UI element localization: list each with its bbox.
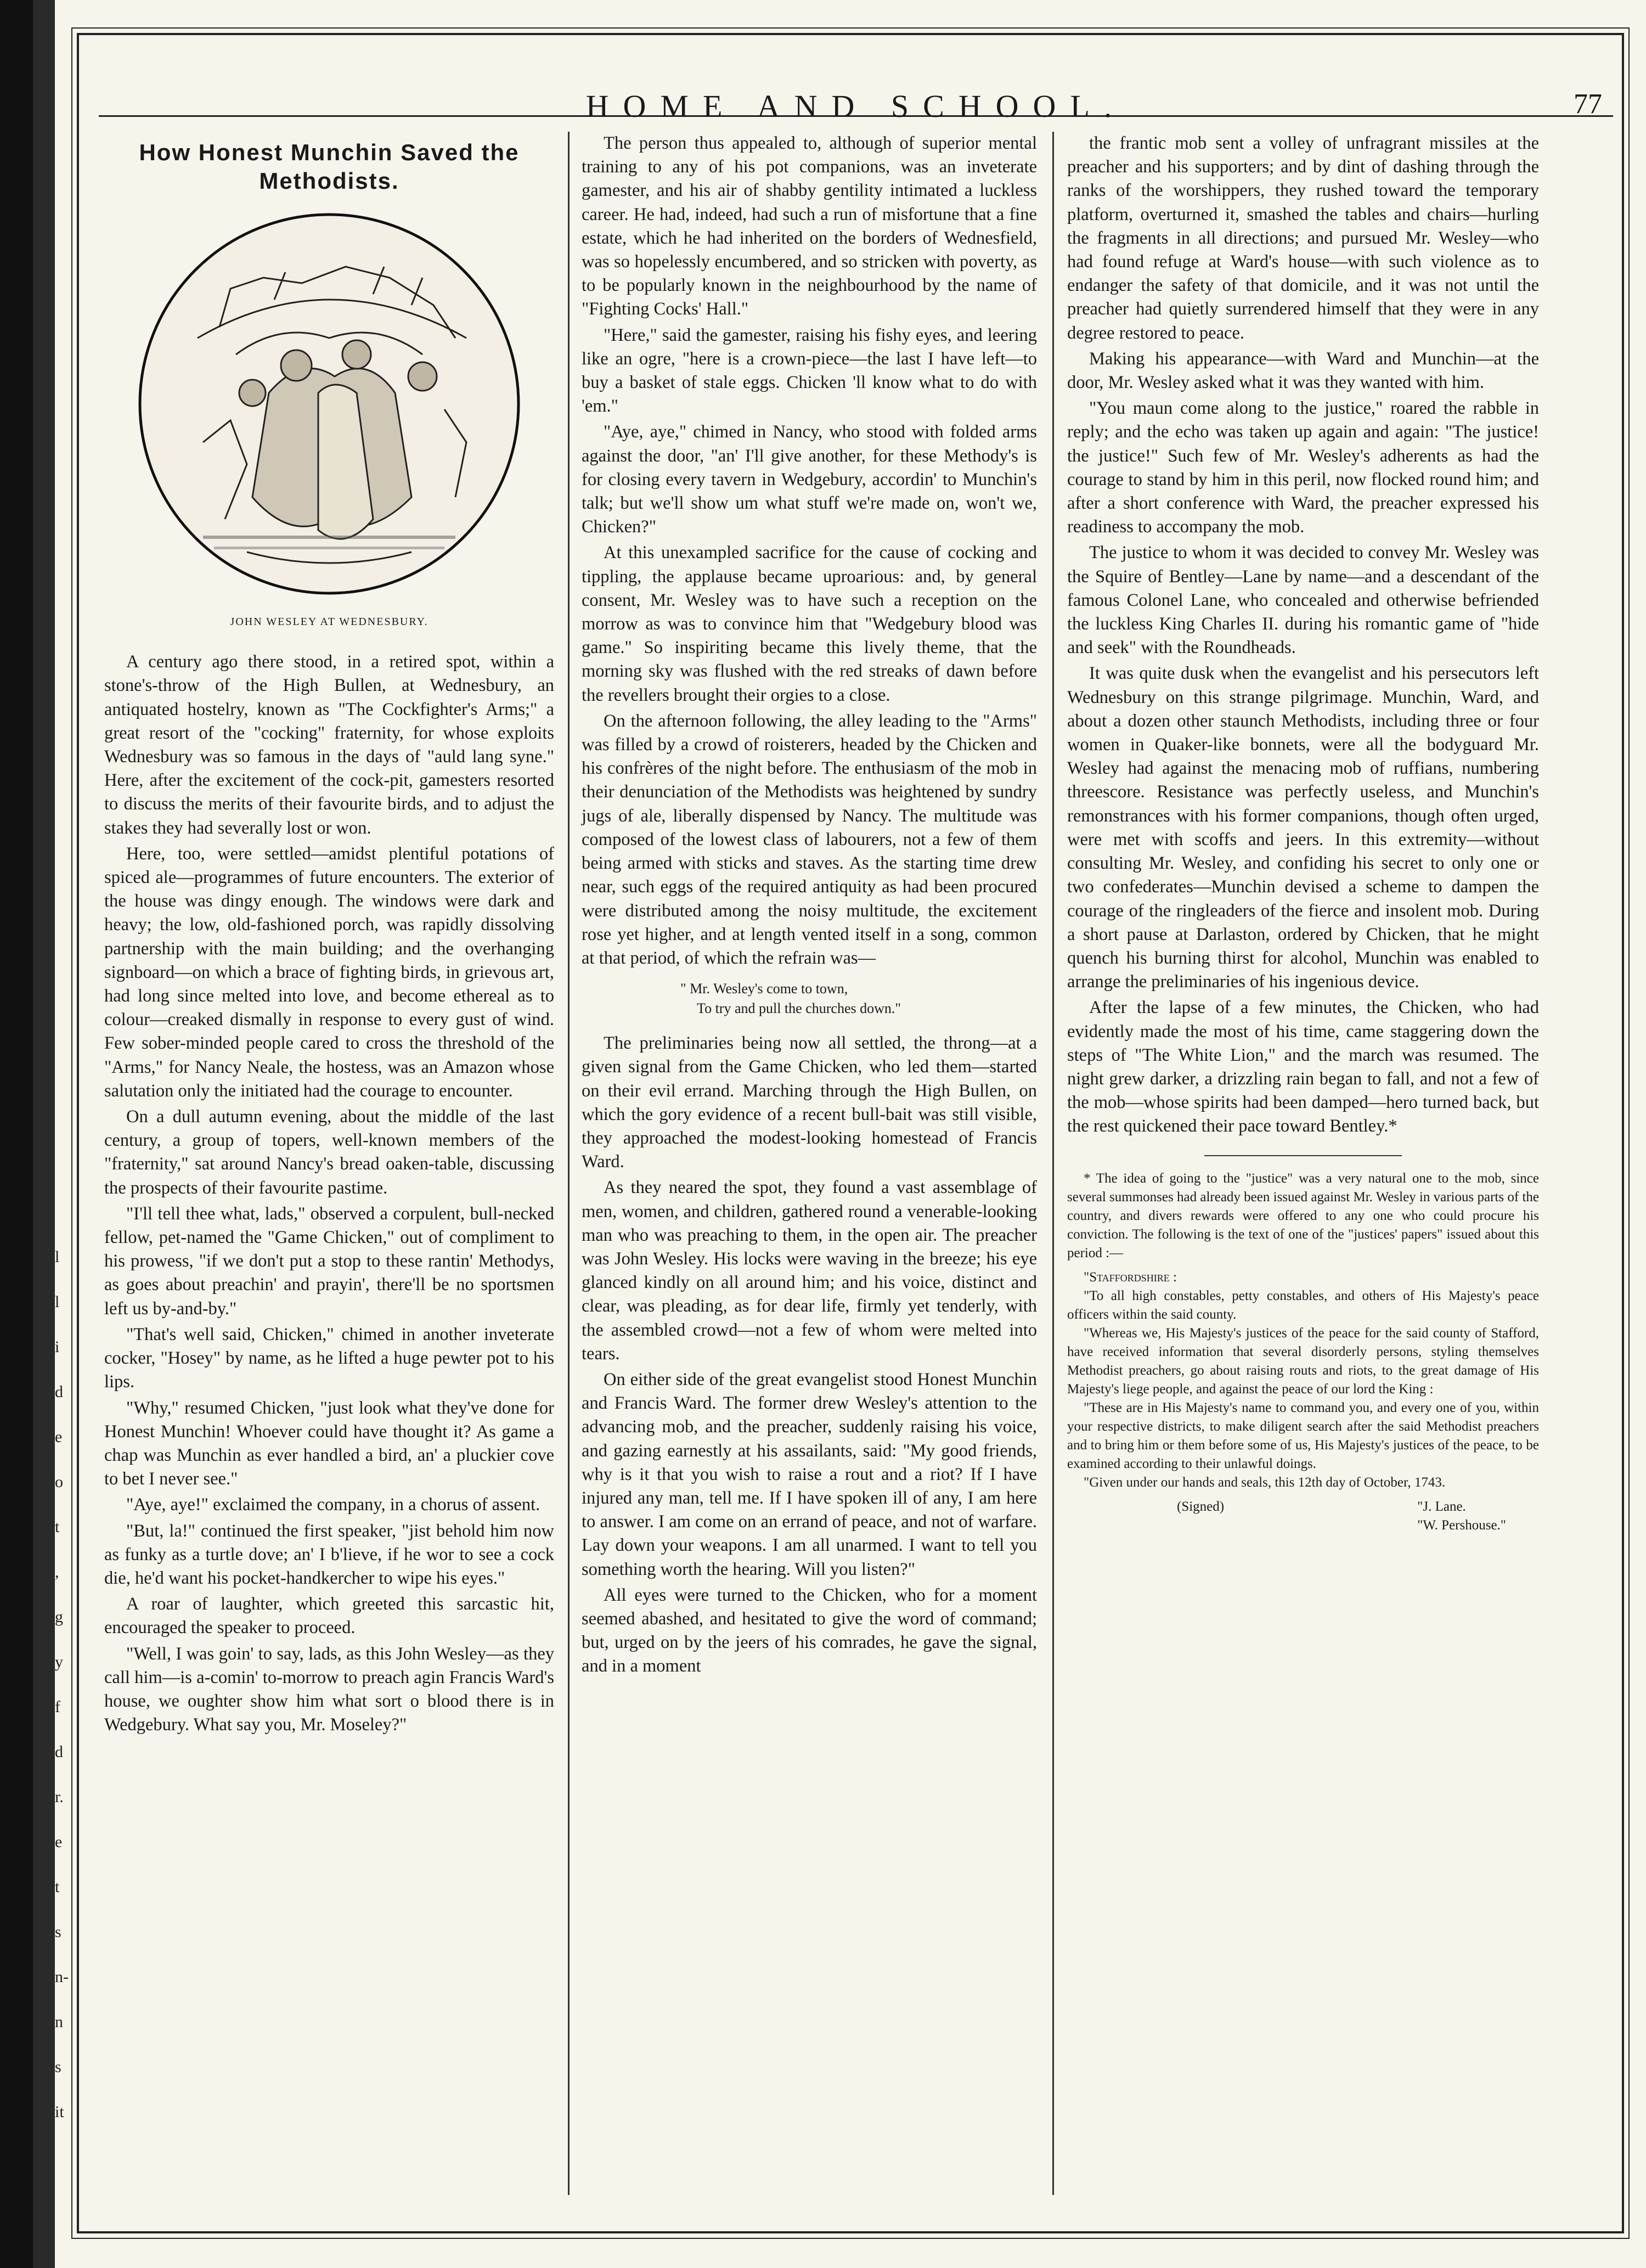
book-spine	[0, 0, 33, 2268]
column-rule	[1052, 132, 1054, 2195]
paragraph: On either side of the great evangelist stood Honest Munchin and Francis Ward. The former drew Wesley's attention to the advancing mob, and the preacher, suddenly raising his voice, and gazing earnestly at his assailants, said: "My good friends, why is it that you wish to raise a rout and a riot? If I have injured any man, tell me. If I have spoken ill of any, I am here to answer. I am come on an errand of peace, and not of warfare. Lay down your weapons. I am all unarmed. I want to tell you something worth the hearing. Will you listen?"	[582, 1369, 1037, 1579]
column-2-body	[582, 132, 1037, 970]
margin-letter: n-	[55, 1968, 69, 1986]
column-rule	[568, 132, 570, 2195]
adjacent-page-fragment	[55, 1235, 68, 2135]
paragraph: "Here," said the gamester, raising his fishy eyes, and leering like an ogre, "here is a crown-piece—the last I have left—to buy a basket of stale eggs. Chicken 'll know what to do with 'em."	[582, 325, 1037, 417]
margin-letter: n	[55, 2013, 63, 2031]
footnote-paragraphs	[1067, 1287, 1539, 1492]
paragraph: At this unexampled sacrifice for the cause of cocking and tippling, the applause became uproarious: and, by general consent, Mr. Wesley was to have such a reception on the morrow as was to convince him that "Wedgebury blood was game." So inspiriting became this lively theme, that the morning sky was flushed with the red streaks of dawn before the revellers brought their orgies to a close.	[582, 543, 1037, 705]
engraving-illustration	[137, 212, 521, 596]
paragraph: All eyes were turned to the Chicken, who for a moment seemed abashed, and hesitated to give the word of command; but, urged on by the jeers of his comrades, he gave the signal, and in a moment	[582, 1585, 1037, 1676]
footnote-intro: * The idea of going to the "justice" was a very natural one to the mob, since several summonses had already been issued against Mr. Wesley in various parts of the country, and divers rewards were offered to any one who could procure his conviction. The following is the text of one of the "justices' papers" issued about this period :—	[1067, 1170, 1539, 1260]
margin-letter: s	[55, 1923, 61, 1941]
footnote	[1067, 1169, 1539, 1535]
running-title: HOME AND SCHOOL.	[585, 88, 1126, 124]
margin-letter: it	[55, 2103, 64, 2121]
column-1	[104, 132, 554, 1739]
paragraph: "Why," resumed Chicken, "just look what they've done for Honest Munchin! Whoever could have thought it? As game a chap was Munchin as ever handled a bird, an' a pluckier cove to bet I never see."	[104, 1398, 554, 1489]
margin-letter: e	[55, 1833, 63, 1851]
article-title: How Honest Munchin Saved the Methodists.	[139, 139, 520, 194]
signature-names	[1417, 1498, 1506, 1535]
paragraph: "You maun come along to the justice," roared the rabble in reply; and the echo was taken up again and again: "The justice! the justice!" Such few of Mr. Wesley's adherents as had the courage to stand by him in this peril, now flocked round him; and after a short conference with Ward, the preacher expressed his readiness to accompany the mob.	[1067, 398, 1539, 537]
paragraph: On a dull autumn evening, about the middle of the last century, a group of topers, well-known members of the "fraternity," sat around Nancy's bread oaken-table, discussing the prospects of their favourite pastime.	[104, 1107, 554, 1198]
paragraph: A roar of laughter, which greeted this sarcastic hit, encouraged the speaker to proceed.	[104, 1594, 554, 1638]
paragraph: After the lapse of a few minutes, the Chicken, who had evidently made the most of his time, came staggering down the steps of "The White Lion," and the march was resumed. The night grew darker, a drizzling rain began to fall, and not a few of the mob—whose spirits had been damped—hero turned back, but the rest quickened their pace toward Bentley.*	[1067, 998, 1539, 1136]
signature: "W. Pershouse."	[1417, 1517, 1506, 1533]
paragraph: It was quite dusk when the evangelist and his persecutors left Wednesbury on this strange pilgrimage. Munchin, Ward, and about a dozen other staunch Methodists, including three or four women in Quaker-like bonnets, were all the bodyguard Mr. Wesley had against the menacing mob of ruffians, numbering threescore. Resistance was perfectly useless, and Munchin's remonstrances with his former companions, though often urged, were met with scoffs and jeers. In this extremity—without consulting Mr. Wesley, and confiding his secret to only one or two confederates—Munchin devised a scheme to dampen the courage of the ringleaders of the fierce and insolent mob. During a short pause at Darlaston, ordered by Chicken, that he might quench his burning thirst for alcohol, Munchin was enabled to arrange the preliminaries of his ingenious device.	[1067, 663, 1539, 992]
signed-label: (Signed)	[1177, 1499, 1225, 1514]
margin-letter: g	[55, 1608, 63, 1626]
margin-letter: s	[55, 2058, 61, 2076]
page-header	[99, 55, 1613, 124]
margin-letter: i	[55, 1338, 60, 1356]
margin-letter: d	[55, 1383, 63, 1401]
paragraph: Here, too, were settled—amidst plentiful potations of spiced ale—programmes of future encounters. The exterior of the house was dingy enough. The windows were dark and heavy; the low, old-fashioned porch, was rapidly dissolving partnership with the main building; and the overhanging signboard—on which a brace of fighting birds, in grievous art, had long since melted into love, and become ethereal as to colour—creaked dismally in response to every gust of wind. Few sober-minded people cared to cross the threshold of the "Arms," for Nancy Neale, the hostess, was an Amazon whose salutation only the initiated had the courage to encounter.	[104, 843, 554, 1101]
paragraph: "But, la!" continued the first speaker, "jist behold him now as funky as a turtle dove; an' I b'lieve, if he wor to see a cock die, he'd want his pocket-handkercher to wipe his eyes."	[104, 1521, 554, 1588]
margin-letter: o	[55, 1473, 63, 1491]
song-refrain	[582, 979, 1037, 1018]
song-line: To try and pull the churches down."	[697, 1000, 901, 1017]
margin-letter: e	[55, 1428, 63, 1446]
paragraph: As they neared the spot, they found a vast assemblage of men, women, and children, gathered round a venerable-looking man who was preaching to them, in the open air. The preacher was John Wesley. His locks were waving in the breeze; his eye glanced kindly on all around him; and his voice, distinct and clear, was pleading, as for dear life, firmly yet tenderly, with the assembled crowd—not a few of whom were melted into tears.	[582, 1178, 1037, 1364]
column-3	[1067, 132, 1539, 1535]
column-2-body-continued	[582, 1032, 1037, 1678]
paragraph: The person thus appealed to, although of superior mental training to any of his pot companions, was an inveterate gamester, and his air of shabby gentility intimated a luckless career. He had, indeed, had such a run of misfortune that a fine estate, which he had inherited on the borders of Wednesfield, was so hopelessly encumbered, and so stricken with poverty, as to be popularly known in the neighbourhood by the name of "Fighting Cocks' Hall."	[582, 133, 1037, 319]
paragraph: "That's well said, Chicken," chimed in another inveterate cocker, "Hosey" by name, as he lifted a huge pewter pot to his lips.	[104, 1324, 554, 1392]
column-1-body	[104, 650, 554, 1737]
paragraph: "To all high constables, petty constables, and others of His Majesty's peace officers within the said county.	[1067, 1288, 1539, 1322]
paragraph: "Aye, aye!" exclaimed the company, in a chorus of assent.	[126, 1495, 540, 1515]
paragraph: "Given under our hands and seals, this 12th day of October, 1743.	[1084, 1475, 1446, 1490]
footnote-rule	[1204, 1155, 1402, 1156]
paragraph: "Whereas we, His Majesty's justices of the peace for the said county of Stafford, have received information that several disorderly persons, styling themselves Methodist preachers, go about raising routs and riots, to the great damage of His Majesty's liege people, and against the peace of our lord the King :	[1067, 1325, 1539, 1397]
paragraph: A century ago there stood, in a retired spot, within a stone's-throw of the High Bullen, at Wednesbury, an antiquated hostelry, known as "The Cockfighter's Arms;" a great resort of the "cocking" fraternity, for whose exploits Wednesbury was so famous in the days of "auld lang syne." Here, after the excitement of the cock-pit, gamesters resorted to discuss the merits of their favourite birds, and to adjust the stakes they had severally lost or won.	[104, 652, 554, 838]
paragraph: the frantic mob sent a volley of unfragrant missiles at the preacher and his supporters; and by dint of dashing through the ranks of the worshippers, they rushed toward the temporary platform, overturned it, smashed the tables and chairs—hurling the fragments in all directions; and pursued Mr. Wesley—who had found refuge at Ward's house—with such violence as to endanger the safety of that domicile, and it was not until the preacher had quietly surrendered himself that they were in any degree restored to peace.	[1067, 133, 1539, 343]
margin-letter: r.	[55, 1788, 64, 1806]
paragraph: "Well, I was goin' to say, lads, as this John Wesley—as they call him—is a-comin' to-morrow to preach agin Francis Ward's house, we oughter show him what sort o blood there is in Wedgebury. What say you, Mr. Moseley?"	[104, 1644, 554, 1735]
signature: "J. Lane.	[1417, 1499, 1466, 1514]
margin-letter: f	[55, 1698, 60, 1716]
song-line: " Mr. Wesley's come to town,	[680, 981, 848, 997]
paragraph: On the afternoon following, the alley leading to the "Arms" was filled by a crowd of roisterers, headed by the Chicken and his confrères of the night before. The enthusiasm of the mob in their denunciation of the Methodists was heightened by sundry jugs of ale, liberally dispensed by Nancy. The multitude was composed of the lowest class of labourers, not a few of them being armed with sticks and staves. As the starting time drew near, such eggs of the required antiquity as had been procured were distributed among the noisy multitude, the excitement rose yet higher, and at length vented itself in a song, common at that period, of which the refrain was—	[582, 711, 1037, 968]
column-3-body	[1067, 132, 1539, 1139]
margin-letter: ,	[55, 1563, 59, 1581]
paragraph: "Aye, aye," chimed in Nancy, who stood with folded arms against the door, "an' I'll give another, for these Methody's is for closing every tavern in Wedgebury, accordin' to Munchin's talk; but we'll show um what stuff we're made on, won't we, Chicken?"	[582, 422, 1037, 537]
book-gutter	[33, 0, 55, 2268]
paragraph: "These are in His Majesty's name to command you, and every one of you, within your respective districts, to make diligent search after the said Methodist preachers and to bring him or them before some of us, His Majesty's justices of the peace, to be examined according to their unlawful doings.	[1067, 1400, 1539, 1471]
margin-letter: t	[55, 1878, 60, 1896]
margin-letter: t	[55, 1518, 60, 1536]
column-2	[582, 132, 1037, 1681]
paragraph: Making his appearance—with Ward and Munchin—at the door, Mr. Wesley asked what it was they wanted with him.	[1067, 348, 1539, 393]
margin-letter: l	[55, 1248, 60, 1266]
paragraph: The justice to whom it was decided to convey Mr. Wesley was the Squire of Bentley—Lane by name—and a descendant of the famous Colonel Lane, who concealed and otherwise befriended the luckless King Charles II. during his romantic game of "hide and seek" with the Roundheads.	[1067, 543, 1539, 658]
margin-letter: l	[55, 1293, 60, 1311]
signatures	[1067, 1492, 1539, 1535]
paragraph: The preliminaries being now all settled, the throng—at a given signal from the Game Chicken, who led them—started on their evil errand. Marching through the High Bullen, on which the gory evidence of a recent bull-bait was still visible, they approached the modest-looking homestead of Francis Ward.	[582, 1033, 1037, 1172]
margin-letter: d	[55, 1743, 63, 1761]
paragraph: "I'll tell thee what, lads," observed a corpulent, bull-necked fellow, pet-named the "Game Chicken," out of compliment to his prowess, "if we don't put a stop to these rantin' Methodys, as goes about preachin' and prayin', there'll be no sportsmen left us by-and-by."	[104, 1203, 554, 1319]
margin-letter: y	[55, 1653, 63, 1671]
image-caption: JOHN WESLEY AT WEDNESBURY.	[230, 616, 429, 628]
footnote-heading: "Staffordshire :	[1084, 1269, 1177, 1285]
page-number: 77	[1574, 88, 1602, 120]
